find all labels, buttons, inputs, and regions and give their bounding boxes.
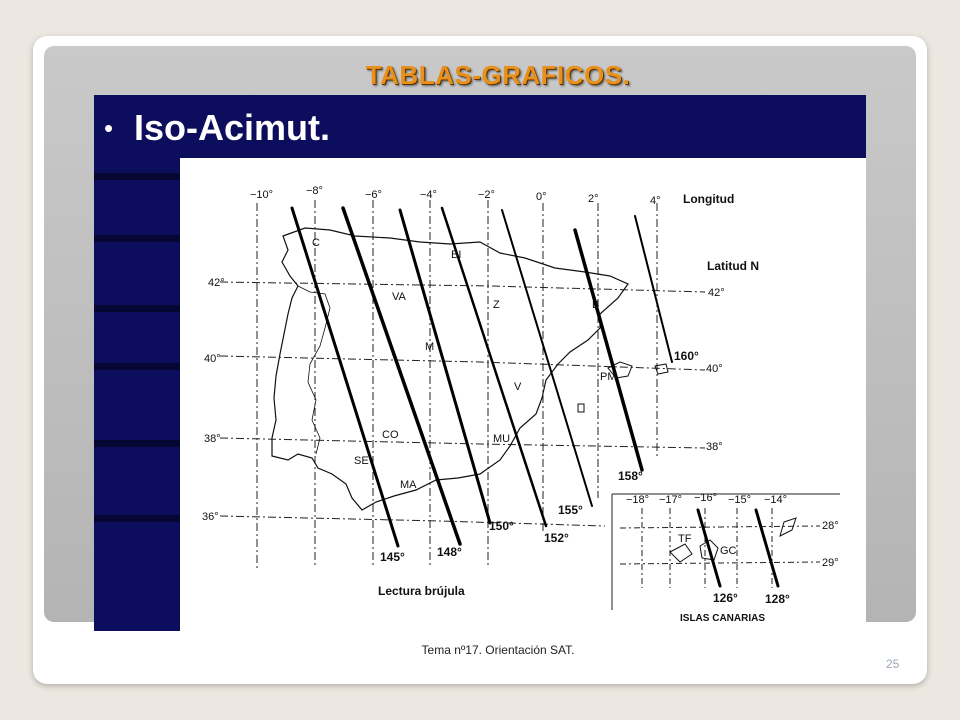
tenerife-island [670,544,692,562]
canarias-inset [612,492,840,624]
latitude-label: 42° [708,287,725,299]
page-number: 25 [886,657,900,671]
city-label: Z [493,299,500,311]
iberia-coastline [272,228,628,510]
parallel-lines [220,282,705,526]
canarias-longitude-label: −15° [728,494,752,506]
latitude-label: 42° [208,277,225,289]
canarias-latitude-label: 28° [822,520,839,532]
latitude-label: 38° [706,441,723,453]
longitude-label: −4° [420,189,437,201]
longitude-label: −10° [250,189,274,201]
slide-title: TABLAS-GRAFICOS. [365,60,631,90]
map-svg [180,158,866,631]
canarias-longitude-label: −17° [659,494,683,506]
city-label: M [425,341,435,353]
latitude-label: 38° [204,433,221,445]
panel-streak [94,235,180,242]
longitude-label: −6° [365,189,382,201]
bullet-icon: • [104,112,114,143]
city-label: V [514,381,522,393]
iso-value-label: 160° [674,349,699,363]
iso-value-label: 145° [380,550,405,564]
iso-value-label: 155° [558,503,583,517]
longitude-labels [250,185,661,207]
canarias-longitude-label: −18° [626,494,650,506]
latitude-label: 40° [204,353,221,365]
latitude-label: 40° [706,363,723,375]
map-caption: Lectura brújula [378,584,465,598]
iso-value-label: 150° [489,519,514,533]
panel-streak [94,363,180,370]
city-label: VA [392,291,406,303]
canarias-iso-label: 126° [713,591,738,605]
canarias-longitude-label: −16° [694,492,718,504]
panel-streak [94,515,180,522]
latitude-labels [202,277,725,523]
city-label: BI [451,249,462,261]
longitude-label: −2° [478,189,495,201]
ibiza-island [578,404,584,412]
city-label: C [312,237,320,249]
latitude-header: Latitud N [707,259,759,273]
panel-streak [94,305,180,312]
slide-footer: Tema nº17. Orientación SAT. [421,643,575,657]
city-label: MU [493,433,511,445]
panel-streak [94,440,180,447]
iso-azimuth-map [180,158,866,631]
canarias-caption: ISLAS CANARIAS [680,613,766,624]
island-label: GC [720,545,737,557]
longitude-label: 4° [650,195,661,207]
lanzarote-island [780,518,796,536]
latitude-label: 36° [202,511,219,523]
island-label: TF [678,533,692,545]
city-label: PM [600,371,617,383]
longitude-label: 2° [588,193,599,205]
panel-streak [94,173,180,180]
iso-value-label: 148° [437,545,462,559]
longitude-label: −8° [306,185,323,197]
city-label: CO [382,429,399,441]
longitude-label: 0° [536,191,547,203]
canarias-iso-label: 128° [765,592,790,606]
iso-value-label: 158° [618,469,643,483]
city-label: MA [400,479,417,491]
city-label: SE [354,455,369,467]
canarias-latitude-label: 29° [822,557,839,569]
canarias-longitude-label: −14° [764,494,788,506]
city-label: B [592,299,600,311]
longitude-header: Longitud [683,192,735,206]
bullet-row [94,103,330,153]
iso-value-label: 152° [544,531,569,545]
bullet-heading: Iso-Acimut. [134,107,331,148]
